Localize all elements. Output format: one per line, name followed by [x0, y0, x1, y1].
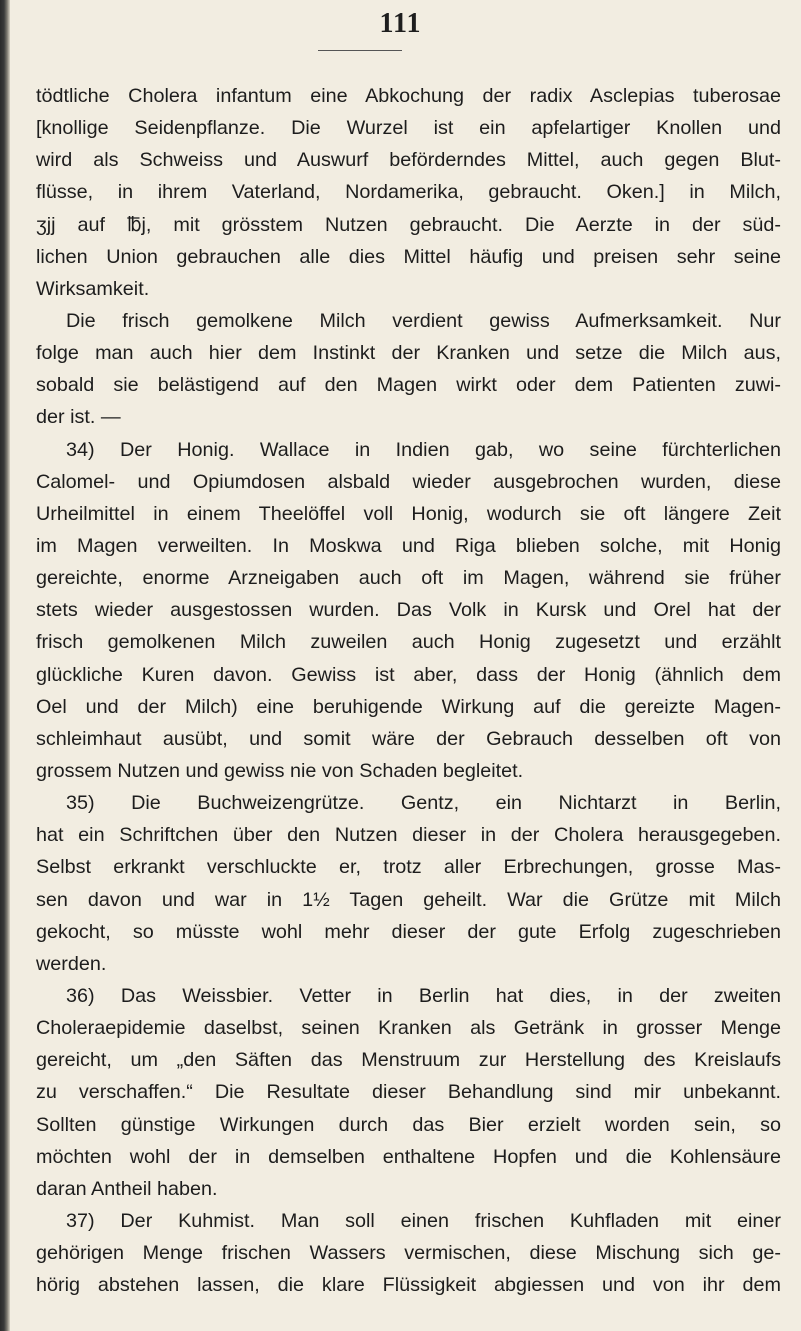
text-line: ʒjj auf ℔j, mit grösstem Nutzen gebraucht. Die Aerzte in der süd-	[36, 213, 781, 236]
text-line: im Magen verweilten. In Moskwa und Riga blieben solche, mit Honig	[36, 534, 781, 557]
text-line: Sollten günstige Wirkungen durch das Bier erzielt worden sein, so	[36, 1113, 781, 1136]
text-line: lichen Union gebrauchen alle dies Mittel häufig und preisen sehr seine	[36, 245, 781, 268]
text-line: Oel und der Milch) eine beruhigende Wirkung auf die gereizte Magen-	[36, 695, 781, 718]
body-text	[36, 80, 781, 1301]
text-line: 36) Das Weissbier. Vetter in Berlin hat dies, in der zweiten	[66, 984, 781, 1007]
text-line: gereichte, enorme Arzneigaben auch oft im Magen, während sie früher	[36, 567, 781, 590]
text-line: hat ein Schriftchen über den Nutzen dieser in der Cholera herausgegeben.	[36, 824, 781, 847]
text-line: möchten wohl der in demselben enthaltene Hopfen und die Kohlensäure	[36, 1145, 781, 1168]
text-line: 35) Die Buchweizengrütze. Gentz, ein Nichtarzt in Berlin,	[66, 792, 781, 815]
text-line: zu verschaffen.“ Die Resultate dieser Behandlung sind mir unbekannt.	[36, 1081, 781, 1104]
text-line: 37) Der Kuhmist. Man soll einen frischen Kuhfladen mit einer	[66, 1209, 781, 1232]
text-line: folge man auch hier dem Instinkt der Kranken und setze die Milch aus,	[36, 342, 781, 365]
text-line: sen davon und war in 1½ Tagen geheilt. War die Grütze mit Milch	[36, 888, 781, 911]
text-line: werden.	[36, 952, 107, 975]
text-line: flüsse, in ihrem Vaterland, Nordamerika, gebraucht. Oken.] in Milch,	[36, 181, 781, 204]
text-line: der ist. —	[36, 406, 121, 429]
text-line: glückliche Kuren davon. Gewiss ist aber, dass der Honig (ähnlich dem	[36, 663, 781, 686]
text-line: gekocht, so müsste wohl mehr dieser der gute Erfolg zugeschrieben	[36, 920, 781, 943]
text-line: Urheilmittel in einem Theelöffel voll Honig, wodurch sie oft längere Zeit	[36, 502, 781, 525]
text-line: hörig abstehen lassen, die klare Flüssigkeit abgiessen und von ihr dem	[36, 1274, 781, 1297]
text-line: 34) Der Honig. Wallace in Indien gab, wo seine fürchterlichen	[66, 438, 781, 461]
text-line: grossem Nutzen und gewiss nie von Schaden begleitet.	[36, 759, 524, 782]
book-spine-edge	[0, 0, 10, 1331]
text-line: daran Antheil haben.	[36, 1177, 218, 1200]
text-line: wird als Schweiss und Auswurf beförderndes Mittel, auch gegen Blut-	[36, 149, 781, 172]
text-line: Wirksamkeit.	[36, 277, 150, 300]
page-number: 111	[379, 8, 422, 39]
text-line: schleimhaut ausübt, und somit wäre der Gebrauch desselben oft von	[36, 727, 781, 750]
page-number-rule	[318, 50, 402, 51]
text-line: Die frisch gemolkene Milch verdient gewiss Aufmerksamkeit. Nur	[66, 309, 781, 332]
text-line: Selbst erkrankt verschluckte er, trotz aller Erbrechungen, grosse Mas-	[36, 856, 781, 879]
text-line: frisch gemolkenen Milch zuweilen auch Honig zugesetzt und erzählt	[36, 631, 781, 654]
text-line: gehörigen Menge frischen Wassers vermischen, diese Mischung sich ge-	[36, 1242, 781, 1265]
text-line: Calomel- und Opiumdosen alsbald wieder ausgebrochen wurden, diese	[36, 470, 781, 493]
text-line: stets wieder ausgestossen wurden. Das Volk in Kursk und Orel hat der	[36, 599, 781, 622]
text-line: [knollige Seidenpflanze. Die Wurzel ist ein apfelartiger Knollen und	[36, 117, 781, 140]
text-line: sobald sie belästigend auf den Magen wirkt oder dem Patienten zuwi-	[36, 374, 781, 397]
text-line: Choleraepidemie daselbst, seinen Kranken als Getränk in grosser Menge	[36, 1017, 781, 1040]
text-line: tödtliche Cholera infantum eine Abkochung der radix Asclepias tuberosae	[36, 85, 781, 107]
text-line: gereicht, um „den Säften das Menstruum zur Herstellung des Kreislaufs	[36, 1049, 781, 1072]
